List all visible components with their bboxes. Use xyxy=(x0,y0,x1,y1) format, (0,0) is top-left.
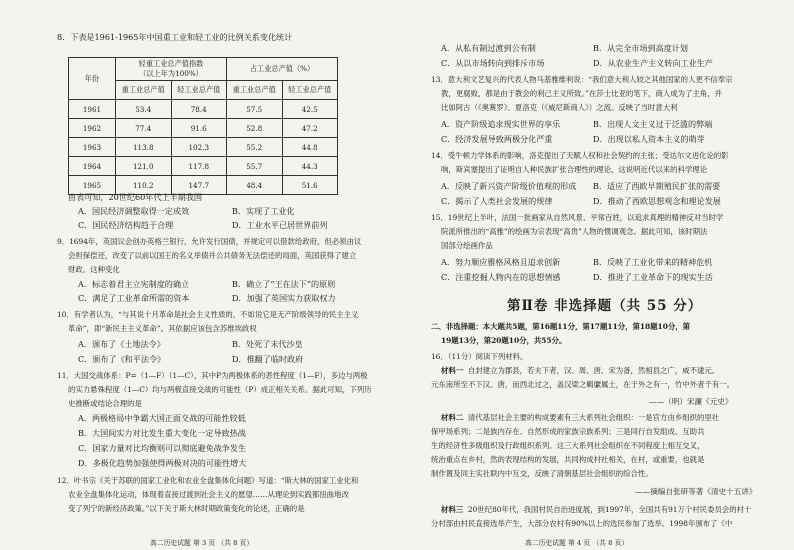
table-cell: 48.4 xyxy=(227,176,283,195)
material-3-label: 材料三 xyxy=(441,505,464,514)
q8-table xyxy=(68,57,338,195)
q11-option-d[interactable]: D．多极化趋势加强使得两极对决的可能性增大 xyxy=(78,458,247,468)
table-header-index: 轻重工业总产值指数 （以上年为100%） xyxy=(116,58,227,81)
table-cell: 55.2 xyxy=(227,138,283,157)
material-1-source: ——（明）宋濂《元史》 xyxy=(649,397,733,406)
q14-option-d[interactable]: D．推动了西欧思想观念和理论发展 xyxy=(593,196,721,206)
table-row xyxy=(69,157,338,176)
q9-option-b[interactable]: B．确立了“王在法下”的原则 xyxy=(232,279,336,289)
q12-option-b[interactable]: B．从完全市场到高度计划 xyxy=(593,43,688,53)
material-1-line-2: 元东南所至不下汉、唐，而西北过之，盖汉梁之羁縻属土，在于外之有一，竹中外者千有一。 xyxy=(431,380,735,389)
q9-option-a[interactable]: A．标志着君主立宪制度的确立 xyxy=(78,279,190,289)
q11-option-c[interactable]: C．国家力量对比均衡则可以彻底避免战争发生 xyxy=(78,443,247,453)
q14-option-c[interactable]: C．揭示了人类社会发展的规律 xyxy=(441,196,553,206)
material-3-line: 分村部由村民直接选举产生，大部分农村有90%以上的选民参加了选举。1998年颁布了《中 xyxy=(431,519,733,528)
q10-line: 10．有学者认为，“与其说十月革命是社会主义性质的，不如说它是无产阶级领导的民主主义 xyxy=(57,310,359,319)
table-subheader: 轻工业总产值 xyxy=(282,81,338,100)
q11-line: 11．大国交战体系：P=（1—F）（1—C），其中P为两极体系的恶性程度（1—F），多边与两极 xyxy=(57,371,368,380)
table-header-year: 年份 xyxy=(69,58,116,100)
q13-option-a[interactable]: A．资产阶级追求现实世界的享乐 xyxy=(441,119,561,129)
section-intro-line: 二、非选择题：本大题共5题，第16题11分，第17题11分，第18题10分，第 xyxy=(431,322,691,331)
q13-line: 13．意大利文艺复兴的代表人物马基雅维利说：“我们意大利人较之其他国家的人更不信奉宗 xyxy=(431,75,733,84)
table-cell: 147.7 xyxy=(171,176,227,195)
q8-option-a[interactable]: A．国民经济调整取得一定成效 xyxy=(78,206,190,216)
q13-option-d[interactable]: D．出现以私人资本主义的萌芽 xyxy=(593,134,705,144)
table-cell: 1965 xyxy=(69,176,116,195)
table-cell: 102.3 xyxy=(171,138,227,157)
q13-line: 教，更腐败，都是由于教会的利己主义所致。”在莎士比亚的笔下，商人成为了主角，并 xyxy=(441,89,722,98)
material-2-line: 统治重点在乡村，然的表现结构的发展，共同构成村社相关，在村，或重要，也就是 xyxy=(431,455,705,464)
q15-option-b[interactable]: B．反映了工业化带来的精神危机 xyxy=(593,257,713,267)
q9-option-c[interactable]: C．满足了工业革命所需的资本 xyxy=(78,293,190,303)
q11-line: 的实力悬殊程度（1—C）均与两极直接交战的可能性（P）成正相关关系。据此可知，下列历 xyxy=(68,385,372,394)
table-subheader: 重工业总产值 xyxy=(227,81,283,100)
material-2-line: 制作置及同主实社联内中互交，反映了清朝基层社会组织的综合性。 xyxy=(431,469,653,478)
q8-stem: 8．下表是1961-1965年中国重工业和轻工业的比例关系变化统计 xyxy=(57,32,293,42)
table-cell: 77.4 xyxy=(116,119,172,138)
table-subheader: 重工业总产值 xyxy=(116,81,172,100)
q9-line: 会担保偿还，改变了以前以国王的名义举债并公共债务无法偿还的局面，英国获得了建立 xyxy=(68,251,357,260)
q14-option-a[interactable]: A．反映了新兴资产阶级价值观的形成 xyxy=(441,181,577,191)
table-row xyxy=(69,100,338,119)
table-cell: 1964 xyxy=(69,157,116,176)
material-2-line-1: 材料二 清代基层社会主要的构成要素有三大系列社会组织：一是官方由乡组织的里社 xyxy=(441,413,720,422)
q13-option-b[interactable]: B．出现人文主义过于泛滥的弊端 xyxy=(593,119,713,129)
q10-option-b[interactable]: B．处死了末代沙皇 xyxy=(232,339,303,349)
table-cell: 53.4 xyxy=(116,100,172,119)
q14-option-b[interactable]: B．适应了西欧早期殖民扩张的需要 xyxy=(593,181,721,191)
material-2-line: 生的经济性多级组织及行政组织系列。这三大系列社会组织在不同程度上相互交叉， xyxy=(431,441,705,450)
q8-option-d[interactable]: D．工业水平已居世界前列 xyxy=(232,220,328,230)
q9-line: 财政。这种变化 xyxy=(68,265,120,274)
table-cell: 110.2 xyxy=(116,176,172,195)
q10-line: 革命”，即“新民主主义革命”。其依据应该包含苏维埃政权 xyxy=(68,324,257,333)
q12-option-a[interactable]: A．从私有制过渡到公有制 xyxy=(441,43,536,53)
material-1-line-1: 材料一 自封建立为郡县，若夫下者，汉、周、唐、宋为备，然相县之广，威不逮元。 xyxy=(441,366,720,375)
q12-line: 变了列宁的新经济政策。”以下关于斯大林时期政策变化的论述，正确的是 xyxy=(68,504,305,513)
material-3-line-1: 材料三 20世纪80年代，我国村民自治进度展，到1997年，全国共有91万个村民委员会的村十 xyxy=(441,505,752,514)
q11-option-a[interactable]: A．两极格局中争霸大国正面交战的可能性较低 xyxy=(78,413,246,423)
q8-option-c[interactable]: C．国民经济结构趋于合理 xyxy=(78,220,174,230)
table-cell: 91.6 xyxy=(171,119,227,138)
q9-option-d[interactable]: D．加强了英国实力获取权力 xyxy=(232,293,336,303)
q10-option-a[interactable]: A．颁布了《土地法令》 xyxy=(78,339,165,349)
q12-option-d[interactable]: D．从农业生产主义转向工业生产 xyxy=(593,58,713,68)
table-cell: 47.2 xyxy=(282,119,338,138)
q10-option-c[interactable]: C．颁布了《和平法令》 xyxy=(78,354,166,364)
q16-heading: 16．（11分）阅读下列材料。 xyxy=(431,352,528,361)
q12-line: 农业全盘集体化运动，体现着直接过渡到社会主义的愿望……从理论到实践都扭曲地改 xyxy=(68,490,349,499)
table-header-share: 占工业总产值（%） xyxy=(227,58,338,81)
material-2-line: 保甲场系列；二是族内存在、自然形成的家族宗族系列；三是同行自发组成、互助共 xyxy=(431,427,705,436)
q13-option-c[interactable]: C．经济发展导致两极分化严重 xyxy=(441,134,553,144)
table-cell: 78.4 xyxy=(171,100,227,119)
q11-option-b[interactable]: B．大国间实力对比发生重大变化一定导致热战 xyxy=(78,428,246,438)
table-cell: 51.6 xyxy=(282,176,338,195)
q9-line: 9．1694年，英国议会创办英格兰银行，允许发行国债，并规定可以借款给政府，但必须由议 xyxy=(57,237,362,246)
material-1-label: 材料一 xyxy=(441,366,464,375)
q12-option-c[interactable]: C．从以市场转向到排斥市场 xyxy=(441,58,545,68)
q14-line: 响，斯宾塞提出了证明自人种民族扩张合理性的理论，这说明近代以来的科学理论 xyxy=(441,165,708,174)
table-cell: 121.0 xyxy=(116,157,172,176)
q8-option-b[interactable]: B．实现了工业化 xyxy=(232,206,295,216)
q11-line: 史推断或结论合理的是 xyxy=(68,399,142,408)
q15-option-a[interactable]: A．努力顺应雅格风格且追求创新 xyxy=(441,257,561,267)
table-subheader: 轻工业总产值 xyxy=(171,81,227,100)
right-page xyxy=(397,0,794,550)
material-2-source: ——摘编自张研等著《清史十五讲》 xyxy=(635,487,757,496)
table-row xyxy=(69,119,338,138)
table-cell: 44.3 xyxy=(282,157,338,176)
material-2-label: 材料二 xyxy=(441,413,464,422)
table-cell: 55.7 xyxy=(227,157,283,176)
section-intro-line: 19题13分，第20题10分，共55分。 xyxy=(441,336,567,345)
table-cell: 1963 xyxy=(69,138,116,157)
table-cell: 42.5 xyxy=(282,100,338,119)
table-cell: 57.5 xyxy=(227,100,283,119)
table-cell: 1962 xyxy=(69,119,116,138)
table-cell: 1961 xyxy=(69,100,116,119)
q10-option-d[interactable]: D．推翻了临时政府 xyxy=(232,354,304,364)
table-cell: 117.8 xyxy=(171,157,227,176)
table-cell: 44.8 xyxy=(282,138,338,157)
q15-line: 15．19世纪上半叶，法国一批画家从自然风景、平常百姓，以追求真理的精神反对当时学 xyxy=(431,213,724,222)
section-title: 第Ⅱ卷 非选择题（共 55 分） xyxy=(507,298,703,314)
page-footer: 高二历史试题 第 4 页 （共 8 页） xyxy=(525,539,629,547)
q12-line: 12．叶书宗《关于苏联的国家工业化和农业全盘集体化问题》写道：“斯大林的国家工业化和 xyxy=(57,476,359,485)
q13-line: 比如阿古（《奥赛罗》、夏洛克（《威尼斯商人》）之流。反映了当时意大利 xyxy=(441,103,678,112)
q15-option-c[interactable]: C．注重挖掘人物内在的思想情感 xyxy=(441,272,561,282)
q8-conclusion: 由表可知，20世纪60年代上半期我国 xyxy=(68,192,202,202)
q15-option-d[interactable]: D．推进了工业革命下的现实生活 xyxy=(593,272,713,282)
page-footer: 高二历史试题 第 3 页 （共 8 页） xyxy=(150,539,254,547)
q14-line: 14．受牛顿力学体系的影响，洛克提出了天赋人权和社会契约的主张；受达尔文进化论的影 xyxy=(431,151,729,160)
table-row xyxy=(69,138,338,157)
q15-line: 院派所推出的“高雅”的绘画为宗表现“高贵”人物的惯调观念。据此可知，该时期法 xyxy=(441,227,708,236)
table-cell: 113.8 xyxy=(116,138,172,157)
table-cell: 52.8 xyxy=(227,119,283,138)
q15-line: 国部分绘画作品 xyxy=(441,241,493,250)
